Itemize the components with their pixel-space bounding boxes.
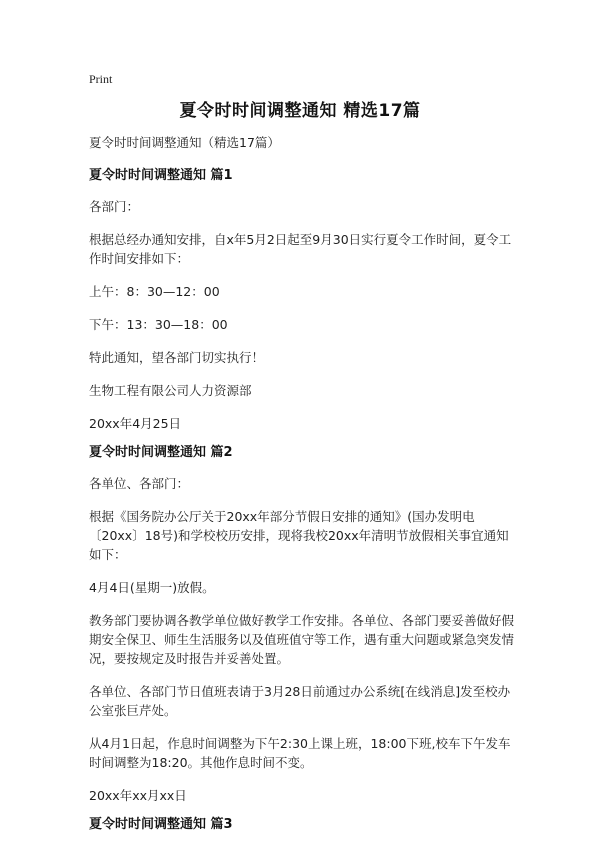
paragraph: 根据总经办通知安排，自x年5月2日起至9月30日实行夏令工作时间，夏令工作时间安排如下： [89, 232, 512, 266]
paragraph: 20xx年4月25日 [89, 416, 182, 431]
paragraph: 4月4日(星期一)放假。 [89, 580, 215, 595]
paragraph: 根据《国务院办公厅关于20xx年部分节假日安排的通知》(国办发明电〔20xx〕18号)和学校校历安排，现将我校20xx年清明节放假相关事宜通知如下： [89, 509, 509, 562]
document-body [89, 133, 519, 846]
document-subtitle: 夏令时时间调整通知（精选17篇） [89, 135, 280, 150]
paragraph: 各单位、各部门： [89, 476, 190, 491]
section-heading-1: 夏令时时间调整通知 篇1 [89, 168, 233, 183]
print-label: Print [89, 72, 113, 86]
paragraph: 生物工程有限公司人力资源部 [89, 383, 252, 398]
paragraph: 各单位、各部门节日值班表请于3月28日前通过办公系统[在线消息]发至校办公室张巨芹处。 [89, 684, 511, 718]
paragraph: 20xx年xx月xx日 [89, 788, 187, 803]
document-title: 夏令时时间调整通知 精选17篇 [179, 101, 421, 121]
paragraph: 下午：13：30—18：00 [89, 317, 228, 332]
section-heading-3: 夏令时时间调整通知 篇3 [89, 817, 233, 832]
paragraph: 特此通知，望各部门切实执行！ [89, 350, 265, 365]
paragraph: 从4月1日起，作息时间调整为下午2:30上课上班，18:00下班,校车下午发车时间调整为18:20。其他作息时间不变。 [89, 736, 511, 770]
paragraph: 上午：8：30—12：00 [89, 284, 220, 299]
paragraph: 教务部门要协调各教学单位做好教学工作安排。各单位、各部门要妥善做好假期安全保卫、师生生活服务以及值班值守等工作，遇有重大问题或紧急突发情况，要按规定及时报告并妥善处置。 [89, 613, 515, 666]
paragraph: 各部门： [89, 199, 140, 214]
section-heading-2: 夏令时时间调整通知 篇2 [89, 445, 233, 460]
